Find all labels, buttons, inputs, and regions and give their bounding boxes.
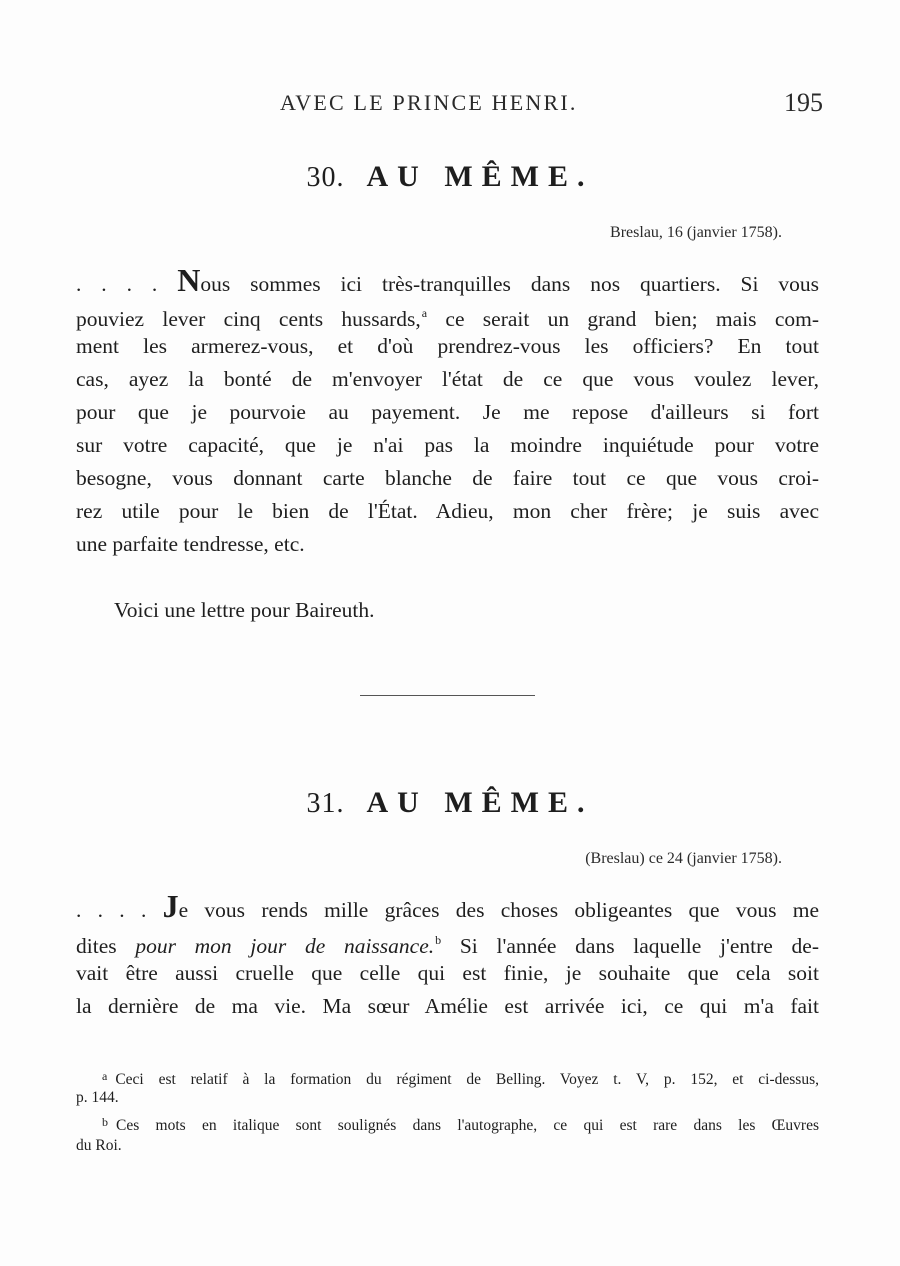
ellipsis-lead: . . . .: [76, 898, 147, 922]
running-title: AVEC LE PRINCE HENRI.: [280, 90, 578, 115]
text-line: la dernière de ma vie. Ma sœur Amélie est arrivée ici, ce qui m'a fait: [76, 994, 819, 1018]
footnote-text: Ceci est relatif à la formation du régiment de Belling. Voyez t. V, p. 152, et ci-dessus,: [115, 1071, 819, 1088]
line-text: ce serait un grand bien; mais com-: [445, 307, 820, 331]
footnote-mark: a: [102, 1069, 108, 1083]
text-line: pour que je pourvoie au payement. Je me repose d'ailleurs si fort: [76, 400, 819, 424]
letter-number: 30.: [306, 162, 345, 193]
italic-phrase: pour mon jour de naissance.: [135, 934, 435, 958]
text-line: sur votre capacité, que je n'ai pas la moindre inquiétude pour votre: [76, 433, 819, 457]
ellipsis-lead: . . . .: [76, 272, 158, 296]
footnote-continuation: du Roi.: [76, 1137, 122, 1154]
postscript: Voici une lettre pour Baireuth.: [114, 598, 375, 622]
letter-heading: [0, 160, 900, 194]
letter-title: AU MÊME.: [366, 160, 594, 193]
running-head: [0, 86, 900, 120]
text-line: vait être aussi cruelle que celle qui est finie, je souhaite que cela soit: [76, 961, 819, 985]
line-text: dites: [76, 934, 136, 958]
drop-cap: N: [177, 262, 201, 298]
text-line: une parfaite tendresse, etc.: [76, 532, 305, 556]
letter-number: 31.: [306, 788, 345, 819]
letter-title: AU MÊME.: [366, 786, 594, 819]
text-line: besogne, vous donnant carte blanche de faire tout ce que vous croi-: [76, 466, 819, 490]
footnote-continuation: p. 144.: [76, 1089, 119, 1106]
text-line: [76, 890, 819, 927]
page-number: 195: [784, 88, 823, 117]
line-text: Si l'année dans laquelle j'entre de-: [459, 934, 820, 958]
letter-dateline: (Breslau) ce 24 (janvier 1758).: [585, 850, 782, 867]
line-text: e vous rends mille grâces des choses obligeantes que vous me: [178, 898, 820, 922]
footnote-mark: b: [102, 1115, 108, 1129]
letter-heading: [0, 786, 900, 820]
section-divider: [360, 695, 535, 696]
drop-cap: J: [162, 888, 179, 924]
letter-dateline: Breslau, 16 (janvier 1758).: [610, 224, 782, 241]
footnote-text: Ces mots en italique sont soulignés dans l'autographe, ce qui est rare dans les Œuvres: [116, 1117, 819, 1134]
text-line: ment les armerez-vous, et d'où prendrez-vous les officiers? En tout: [76, 334, 819, 358]
text-line: [76, 264, 819, 301]
text-line: cas, ayez la bonté de m'envoyer l'état de ce que vous voulez lever,: [76, 367, 819, 391]
line-text: pouviez lever cinq cents hussards,: [76, 307, 421, 331]
text-line: rez utile pour le bien de l'État. Adieu, mon cher frère; je suis avec: [76, 499, 819, 523]
footnote-ref: a: [421, 306, 428, 320]
line-text: ous sommes ici très-tranquilles dans nos quartiers. Si vous: [200, 272, 819, 296]
footnote-ref: b: [435, 933, 442, 947]
